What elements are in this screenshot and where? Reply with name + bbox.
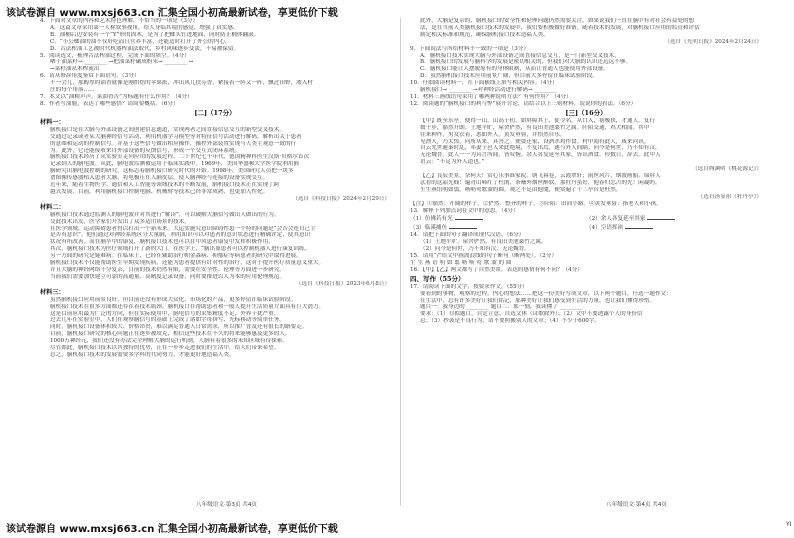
text-line: 不一会儿，那醇厚的油香就像是刚烘焙的苹果派，冲出风儿扶芬香，紧接着一阵又一阵，飘过田野，渗入村 [50,80,313,87]
classical-text-b [410,173,762,194]
page-footer-right: 八年级语文·第4页 共4页 [606,502,668,508]
text-line: 15．请用“/”给文中画波浪线的句子断句（断两处）。（2分） [410,253,557,259]
text-line: 虽然脑机接口应用前景良好，但目前还没有形成大众化、市场化的产品，更多停留在临床试验阶段。 [50,296,297,303]
text-line: 状况有所改善。而在脑卒中的康复，脑机接口技术也可以在中风患者康复中发挥积极作用。 [50,239,274,246]
material-2-body [40,212,390,281]
section-2-title: [二]（17分） [194,108,236,117]
text-line: 往来种作，男女衣着，悉如外人。黄发垂髫，并怡然自乐。 [420,131,566,138]
text-line: 要求：（1）自拟题目，自定立意，自选文体（诗歌除外）；（2）文中不要透露个人的身份信 [420,311,643,318]
text-line: 总之，脑机接口技术的发展需要多学科的共同努力，才能更好地造福人类。 [50,351,235,358]
exam-page-4 [410,18,762,506]
text-line: 脑机接口技术不仅能帮助医生早期发现疾病，还能为患者提供有针对性的治疗，这对于提升医疗质量意义重大。 [50,260,325,267]
questions-15-16 [410,253,762,274]
text-line: 无论魏晋。此人一一为具言所闻，皆叹惋。余人各复延至其家，皆出酒食。停数日，辞去。此中人 [420,152,661,159]
text-line: 这是目前应用最为广泛的方向，但在实际使用中，脑电信号的采集精度不足，外界干扰严重。 [50,310,280,317]
material-3-body [40,297,390,359]
question-13-item: （1）仿佛若有光 [410,214,586,223]
text-line: 尽管如此，脑机接口技术以其独特的优势，正在一步步走进我们的生活中，给人们带来希望。 [50,345,280,352]
material-1-body [40,127,390,196]
question-14 [410,232,762,253]
text-line: 语云：“不足为外人道也。” [420,159,485,166]
text-line: 【乙】良辰美景，奈何天！赏心乐事谁家院。朝飞暮卷，云霞翠轩；雨丝风片，烟波画船。锦屏人 [420,173,661,180]
text-line: 在生活中，总有许多美好让我们铭记，那种美好让我们感受到生活的力量，也让我们懂得珍惜。 [420,297,655,304]
text-line: 7．本文以“油粮声声，菜油香否”为标题有什么作用？（4分） [40,93,193,100]
text-line: 为。此外，它还能接收来自外部设备的反馈信号，形成一个交互式闭环系统。 [50,147,241,154]
question-5 [40,53,390,74]
text-line: 的意图和运动的控制信号。并基于这些信号做出相应操作，操控外部装置实现与人类主观意一致的行 [50,140,297,147]
page-divider [400,18,401,506]
text-line: 题目一：我身边的 ________ 题目二：那一刻，我读懂了 ________ [420,304,582,311]
source-banner-top: 该试卷源自 www.mxsj663.cn 汇集全国小初高最新试卷，享更低价下载 [6,8,338,19]
question-10 [410,80,762,94]
text-line: 当前我们需要加快建立可靠的高通量、高精度记录设备，同时要推进以人为本的应用伦理规范。 [50,273,285,280]
text-line: 脑机接口技术经历了从实验室走向应用的发展过程。二十世纪七十年代，德国精神科医生汉斯·贝格尔首次 [50,154,310,161]
section-3-title: [三]（16分） [565,108,607,117]
text-line: 12．阅读题的“脑机接口的利与弊”展开讨论，请结合以上三则材料，说说你的看法。（6分） [410,100,637,107]
question-6 [40,73,390,94]
material-3-continued [410,18,762,39]
annotation-notes: 【注】①豁然：开阔的样子。②俨然：整齐的样子。③阡陌：田间小路。④黄发垂髫：指老人和小孩。 [410,200,662,207]
text-line: A．这篇文章采用第一人称叙事视角，给人身临其境的感觉，增强了真实感。 [50,24,239,31]
text-line: 见渔人，乃大惊，问所从来，具答之。便要还家，设酒杀鸡作食。村中闻有此人，咸来问讯。 [420,138,650,145]
text-line: 生 生 燕 语 明 如 翦 呖 呖 莺 歌 溜 的 圆 [410,259,512,266]
source-banner-bottom: 该试卷源自 www.mxsj663.cn 汇集全国小初高最新试卷，享更低价下载 [6,524,338,535]
text-line: 越式发展，目前，利用脑机接口控制电脑、机械臂等技术已经非常成熟，也更加人性化。 [50,188,269,195]
text-line: 脑研究出脑电波控制的研究，这标志着脑机接口研究时代的开始。1998年，美国研究人员把一块多 [50,168,294,175]
material-2-source: （选自《科技日报》2023年6月8日） [295,280,390,287]
material-1-title: 材料一： [40,118,65,126]
text-line: 是否有意识”。他们通过对神经系统区分大量脑，利用知识可以对患者的意识状态进行精确评定，使其意识 [50,232,311,239]
text-line: B．脑机接口的发展与脑科学的发展是密切相关的，但我们对大脑的认识还远远不够。 [420,59,632,66]
text-line: 庄的每个角落…… [50,87,95,94]
material-1-source: （选自《科技日报》2024年2月29日） [292,195,390,202]
text-line: C．“小公榔油的油不仅好吃而且营养丰富，还能适时打开了外公的内心。 [50,38,231,45]
text-line: 自云先世避秦时乱，率妻子邑人来此绝境，不复出焉，遂与外人间隔。问今是何世，乃不知有汉， [420,145,661,152]
text-line: （2）问今是何世，乃不知有汉，无论魏晋。 [420,246,530,253]
exam-page-3 [40,18,390,506]
text-line: 交此技术出发，医学家们开发出了众多适用场景的技术。 [50,218,190,225]
text-line: 1000万神经元，我们还没有办法完全理解大脑的运行机制，人脑有着很多的未知区域有待探索。 [50,338,288,345]
text-line: 交通过记录或者某大脑神经信号活动，利用机器学习模型等对特征信号活动进行解码，解析出关于患者 [50,133,302,140]
text-line: D．虽然脑机接口技术应用前景广阔，但目前大多停留在临床试验阶段。 [420,73,598,80]
question-13-item: （2）余人各复延至其家 [586,214,762,223]
text-line: B．油桶后边安装有一个“Y”形的固木，是为了把榔头钉进地面，同时防止桶体翻滚。 [50,31,260,38]
classical-text-b-source: （选自汤显祖《牡丹亭》） [697,193,762,200]
page-footer-left: 八年级语文·第3页 共4页 [196,502,258,508]
questions-7-8 [40,94,390,108]
question-4 [40,18,390,53]
corner-mark: YI [786,521,792,528]
text-line: →菜籽油从木榨流出 [50,66,100,73]
text-line: 11．材料三画线语句采用了哪两种说明方法？有何作用？（4分） [410,93,572,100]
text-line: 同时，脑机接口设备体积较大、价格昂贵，难以满足普通人日常需求，所以推广普及还有很长的路要走。 [50,324,308,331]
text-line: 16．【甲】【乙】两文都写了自然美景，表达的感情有何不同？（4分） [410,266,583,273]
question-17 [410,284,762,325]
text-line: 9．下面说法与所给材料不一致的一项是（3分） [410,45,529,52]
text-line: 在医学领域，运动障碍患者得以打出一个新未来。大运实施究意识障碍性患一个特的问题是“会否会连自己主 [50,225,316,232]
text-line: 息；（3）抄袭是不良行为，请不要照搬别人的文章；（4）不少于600字。 [420,318,601,325]
text-line: 6．请从修辞角度鉴赏下面语句。（3分） [40,73,140,80]
question-13-items-row-1 [410,214,762,223]
material-3-title: 材料三： [40,288,65,296]
text-line: C．脑机接口能让人摆脱原有的身体限制，从而让普通人也能使用外部设备。 [420,66,609,73]
classical-text-a-source: （选自陶渊明《桃花源记》） [692,166,762,173]
text-line: 要看到的事物，观察的过程，内心的想法……把这一份美好写成文章，以下两个题目，任选一题作文： [420,290,672,297]
section-4-title: 四、写作（55分） [410,274,465,283]
text-line: 另一方面的研究是疑难病。在临床上，已经在辅助治疗帕金森病、抑郁症等病患者的研究中取得进展。 [50,253,302,260]
text-line: （1）土地平旷，屋舍俨然，有良田美池桑竹之属。 [420,239,547,246]
text-line: 目前，脑机接口研究的核心问题正在逐步被攻克，相信这些技术在不久的将来能够惠及更多的人。 [50,331,291,338]
text-line: 14．请把下面的句子翻译成现代汉语。（6分） [410,232,525,239]
classical-text-a [410,118,762,166]
question-13-intro: 13．解释下列加点词在文中的意思。（4分） [410,207,519,214]
text-line: 脑机接口技术在很多方面都还存在着技术瓶颈。脑机接口在帮助患者和一般人提升生活质量方面具有巨大潜力。 [50,303,325,310]
text-line: 数十步，豁然开朗。土地平旷，屋舍俨然，有良田美池桑竹之属。阡陌交通，鸡犬相闻。其中 [420,124,650,131]
text-line: 忒看的这韶光贱！遍青山啼红了杜鹃，荼蘼外烟丝醉软。那牡丹虽好，他春归怎占的先！闲凝眄， [420,179,661,186]
text-line: 晒干油菜籽→ ________ →把油菜籽碾成粉末→ ________ → [50,59,194,66]
questions-11-12 [410,94,762,108]
text-line: 近年来，随着生物医学、通信和人工智能等领域技术的不断发展，脑机接口技术正在实现了跨 [50,182,280,189]
text-line: 谱图像传感器植入患者大脑，将电极压在人脑皮层，使人脑神经与连接的设备实现交互。 [50,175,269,182]
text-line: 4．下面对文章的内容和艺术特色理解，不恰当的一项是（3分） [40,18,199,24]
text-line: 法，是在当前人类脑机接口技术的发展中，我们要积极做好准备。随着技术的发展，对脑机接口应用的监管和评估 [420,24,700,31]
text-line: 生生燕语明如翦，呖呖莺歌溜的圆。观之不足由他缱，便赏遍了十二亭台是枉然。 [420,186,622,193]
text-line: 此外，大脑是复杂的，脑机接口的安全性和伦理问题仍然需要关注。如果说我们一直在脑中有对社会有益处的想 [420,18,695,24]
text-line: 17．请阅读下面的文字，按要求作文。（55分） [410,283,528,290]
text-line: 10．仔细阅读材料一，在下面横线上填写相关内容。（4分） [410,80,558,87]
text-line: 脑机接口→ ________ →对神经活动进行解码→ ________ [420,87,557,94]
text-line: D．古法榨油工艺被时代机器榨油法取代，乡村风味逐步变淡，不易被保留。 [50,45,240,52]
text-line: 制定相关标准和规范，确保脑机接口技术造福人类。 [420,31,549,38]
question-13-items-row-2 [410,223,762,232]
text-line: 过去几年在实验室中，人们在观察脑信号的基础上完成了诸如字母拼写、光标移动等简单任务。 [50,317,285,324]
text-line: 并且大脑的神经网络十分复杂，目前的技术仍然有限，需要在安全性、伦理等方面进一步研究。 [50,267,285,273]
text-line: 记录到人的脑电波。从此，脑电波监测被运用于临床实践中。1969年，美国华盛顿大学医学院利用猴 [50,161,300,168]
text-line: 8．作者写油鹿，表达了哪些感悟？请简要概括。（6分） [40,100,179,107]
text-line: 脑机接口是在大脑与外部设备之间创建信息通道，实现两者之间直接信息交互的新型交叉技术。 [50,126,285,133]
text-line: 其次，脑机接口技术为医疗领域打开了新的大门。在医学上，“脑出血患者可以控制机器人进行康复训练。 [50,246,311,253]
text-line: 脑机接口技术通过监测人的脑电波并对其进行“解读”，可以破解大脑信号做出人做出的行为。 [50,211,280,218]
question-13-item: （3）临溪捕鱼 [410,223,586,232]
text-line: 5．阅读选文，梳理古法榨油过程，完成下面的填空。（4分） [40,52,190,59]
question-9 [410,46,762,81]
material-3-source: （选自《光明日报》2024年2月24日） [664,38,762,45]
question-13-item: （4）空语挥袂 [586,223,762,232]
material-2-title: 材料二： [40,203,65,211]
text-line: 【甲】既至乐亭，便得一山，山高十仞，如屏障其上，徙令名，从口入，初极狭，才通人。复行 [420,117,655,124]
text-line: A．脑机接口技术实现大脑与外部设备之间直接信息交互，是一门新型交叉技术。 [420,52,620,59]
